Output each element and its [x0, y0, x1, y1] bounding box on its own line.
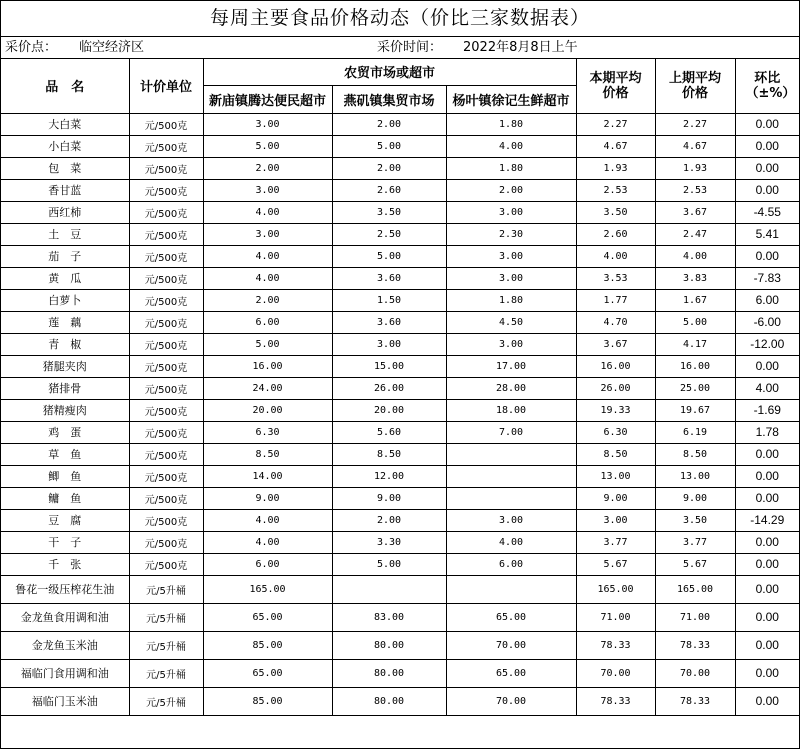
- cell-previous-average: 19.67: [655, 399, 735, 421]
- cell-market-3: 7.00: [446, 421, 576, 443]
- cell-name: 大白菜: [1, 113, 129, 135]
- cell-current-average: 70.00: [576, 659, 655, 687]
- cell-change: 0.00: [735, 487, 799, 509]
- table-row: [1, 421, 799, 443]
- cell-current-average: 1.77: [576, 289, 655, 311]
- cell-market-1: 65.00: [203, 603, 332, 631]
- cell-previous-average: 71.00: [655, 603, 735, 631]
- cell-change: 4.00: [735, 377, 799, 399]
- cell-market-3: 28.00: [446, 377, 576, 399]
- cell-market-1: 4.00: [203, 509, 332, 531]
- cell-name: 鸡 蛋: [1, 421, 129, 443]
- cell-unit: 元/500克: [129, 399, 203, 421]
- meta-bar: [1, 37, 799, 59]
- table-row: [1, 245, 799, 267]
- cell-current-average: 2.60: [576, 223, 655, 245]
- cell-change: 6.00: [735, 289, 799, 311]
- cell-unit: 元/5升桶: [129, 631, 203, 659]
- cell-name: 千 张: [1, 553, 129, 575]
- cell-previous-average: 25.00: [655, 377, 735, 399]
- table-row: [1, 289, 799, 311]
- cell-market-3: 3.00: [446, 201, 576, 223]
- cell-name: 小白菜: [1, 135, 129, 157]
- cell-unit: 元/500克: [129, 355, 203, 377]
- cell-change: 0.00: [735, 443, 799, 465]
- cell-market-1: 2.00: [203, 157, 332, 179]
- cell-previous-average: 2.47: [655, 223, 735, 245]
- cell-unit: 元/500克: [129, 201, 203, 223]
- cell-market-3: [446, 487, 576, 509]
- cell-previous-average: 3.50: [655, 509, 735, 531]
- cell-market-1: 4.00: [203, 267, 332, 289]
- cell-current-average: 13.00: [576, 465, 655, 487]
- header-market-group: 农贸市场或超市: [203, 59, 576, 85]
- cell-market-2: 5.00: [332, 553, 446, 575]
- cell-previous-average: 3.67: [655, 201, 735, 223]
- cell-name: 鲁花一级压榨花生油: [1, 575, 129, 603]
- cell-name: 鳙 鱼: [1, 487, 129, 509]
- cell-market-3: 65.00: [446, 603, 576, 631]
- cell-current-average: 3.00: [576, 509, 655, 531]
- cell-market-1: 5.00: [203, 333, 332, 355]
- table-row: [1, 553, 799, 575]
- cell-market-1: 6.00: [203, 553, 332, 575]
- cell-previous-average: 6.19: [655, 421, 735, 443]
- cell-name: 福临门玉米油: [1, 687, 129, 715]
- cell-name: 猪排骨: [1, 377, 129, 399]
- cell-change: -4.55: [735, 201, 799, 223]
- table-row: [1, 135, 799, 157]
- cell-current-average: 9.00: [576, 487, 655, 509]
- cell-name: 茄 子: [1, 245, 129, 267]
- cell-market-3: 18.00: [446, 399, 576, 421]
- cell-market-2: 80.00: [332, 687, 446, 715]
- cell-current-average: 3.67: [576, 333, 655, 355]
- cell-market-2: 5.00: [332, 245, 446, 267]
- cell-name: 豆 腐: [1, 509, 129, 531]
- cell-previous-average: 2.53: [655, 179, 735, 201]
- cell-previous-average: 3.77: [655, 531, 735, 553]
- cell-market-1: 14.00: [203, 465, 332, 487]
- table-row: [1, 631, 799, 659]
- cell-market-2: 5.00: [332, 135, 446, 157]
- cell-market-1: 3.00: [203, 113, 332, 135]
- cell-market-1: 6.00: [203, 311, 332, 333]
- cell-name: 西红柿: [1, 201, 129, 223]
- cell-unit: 元/500克: [129, 465, 203, 487]
- location-label: 采价点：: [5, 40, 58, 55]
- cell-current-average: 6.30: [576, 421, 655, 443]
- cell-change: 5.41: [735, 223, 799, 245]
- cell-change: -14.29: [735, 509, 799, 531]
- cell-name: 包 菜: [1, 157, 129, 179]
- header-unit: 计价单位: [129, 59, 203, 113]
- cell-change: 0.00: [735, 113, 799, 135]
- cell-name: 白萝卜: [1, 289, 129, 311]
- cell-market-2: 20.00: [332, 399, 446, 421]
- cell-previous-average: 1.93: [655, 157, 735, 179]
- cell-change: -6.00: [735, 311, 799, 333]
- cell-market-1: 3.00: [203, 179, 332, 201]
- table-row: [1, 487, 799, 509]
- cell-market-1: 65.00: [203, 659, 332, 687]
- cell-market-1: 6.30: [203, 421, 332, 443]
- cell-change: 0.00: [735, 687, 799, 715]
- cell-market-2: 3.30: [332, 531, 446, 553]
- table-row: [1, 443, 799, 465]
- time-label: 采价时间：: [377, 40, 443, 55]
- cell-unit: 元/500克: [129, 289, 203, 311]
- table-row: [1, 399, 799, 421]
- cell-change: 0.00: [735, 603, 799, 631]
- cell-market-3: 4.00: [446, 135, 576, 157]
- cell-change: -12.00: [735, 333, 799, 355]
- table-row: [1, 659, 799, 687]
- cell-unit: 元/5升桶: [129, 687, 203, 715]
- cell-unit: 元/5升桶: [129, 603, 203, 631]
- cell-change: 1.78: [735, 421, 799, 443]
- table-row: [1, 113, 799, 135]
- header-market-2: 燕矶镇集贸市场: [332, 85, 446, 113]
- cell-unit: 元/500克: [129, 113, 203, 135]
- cell-market-3: [446, 465, 576, 487]
- time-value: 2022年8月8日上午: [463, 40, 578, 55]
- cell-unit: 元/5升桶: [129, 659, 203, 687]
- cell-market-1: 5.00: [203, 135, 332, 157]
- table-row: [1, 377, 799, 399]
- cell-market-1: 20.00: [203, 399, 332, 421]
- header-change: 环比（±%）: [735, 59, 799, 113]
- cell-market-2: 1.50: [332, 289, 446, 311]
- cell-unit: 元/5升桶: [129, 575, 203, 603]
- cell-unit: 元/500克: [129, 311, 203, 333]
- cell-current-average: 2.27: [576, 113, 655, 135]
- cell-current-average: 71.00: [576, 603, 655, 631]
- cell-market-3: [446, 575, 576, 603]
- cell-market-3: 1.80: [446, 157, 576, 179]
- price-table: [1, 59, 799, 716]
- cell-change: 0.00: [735, 179, 799, 201]
- cell-market-1: 16.00: [203, 355, 332, 377]
- page-title: 每周主要食品价格动态（价比三家数据表）: [1, 1, 799, 37]
- cell-change: 0.00: [735, 135, 799, 157]
- table-row: [1, 603, 799, 631]
- cell-previous-average: 2.27: [655, 113, 735, 135]
- cell-change: 0.00: [735, 553, 799, 575]
- cell-current-average: 165.00: [576, 575, 655, 603]
- cell-change: 0.00: [735, 531, 799, 553]
- table-row: [1, 157, 799, 179]
- cell-current-average: 3.53: [576, 267, 655, 289]
- cell-market-3: 3.00: [446, 267, 576, 289]
- cell-market-3: 4.00: [446, 531, 576, 553]
- cell-market-2: 8.50: [332, 443, 446, 465]
- cell-market-2: 2.00: [332, 113, 446, 135]
- table-body: [1, 113, 799, 715]
- cell-change: 0.00: [735, 631, 799, 659]
- cell-current-average: 78.33: [576, 631, 655, 659]
- cell-name: 猪腿夹肉: [1, 355, 129, 377]
- cell-previous-average: 4.17: [655, 333, 735, 355]
- cell-market-2: 2.00: [332, 157, 446, 179]
- cell-market-1: 165.00: [203, 575, 332, 603]
- cell-previous-average: 16.00: [655, 355, 735, 377]
- cell-current-average: 19.33: [576, 399, 655, 421]
- cell-current-average: 26.00: [576, 377, 655, 399]
- cell-name: 青 椒: [1, 333, 129, 355]
- cell-market-3: 3.00: [446, 509, 576, 531]
- table-row: [1, 687, 799, 715]
- cell-market-3: 3.00: [446, 333, 576, 355]
- cell-unit: 元/500克: [129, 487, 203, 509]
- cell-market-1: 9.00: [203, 487, 332, 509]
- cell-current-average: 4.70: [576, 311, 655, 333]
- cell-name: 黄 瓜: [1, 267, 129, 289]
- cell-current-average: 2.53: [576, 179, 655, 201]
- cell-market-2: 12.00: [332, 465, 446, 487]
- header-market-3: 杨叶镇徐记生鲜超市: [446, 85, 576, 113]
- cell-previous-average: 9.00: [655, 487, 735, 509]
- cell-market-3: 2.00: [446, 179, 576, 201]
- cell-current-average: 78.33: [576, 687, 655, 715]
- table-row: [1, 465, 799, 487]
- cell-market-2: 26.00: [332, 377, 446, 399]
- cell-current-average: 4.00: [576, 245, 655, 267]
- cell-current-average: 8.50: [576, 443, 655, 465]
- cell-change: -1.69: [735, 399, 799, 421]
- cell-previous-average: 78.33: [655, 631, 735, 659]
- cell-market-2: 80.00: [332, 659, 446, 687]
- table-row: [1, 531, 799, 553]
- table-row: [1, 333, 799, 355]
- cell-previous-average: 4.00: [655, 245, 735, 267]
- table-row: [1, 355, 799, 377]
- cell-name: 干 子: [1, 531, 129, 553]
- cell-market-2: 3.60: [332, 267, 446, 289]
- cell-name: 猪精瘦肉: [1, 399, 129, 421]
- location-value: 临空经济区: [79, 40, 145, 55]
- cell-market-3: 1.80: [446, 113, 576, 135]
- cell-market-2: 83.00: [332, 603, 446, 631]
- cell-change: 0.00: [735, 157, 799, 179]
- cell-market-2: [332, 575, 446, 603]
- cell-market-1: 8.50: [203, 443, 332, 465]
- cell-market-1: 85.00: [203, 687, 332, 715]
- cell-name: 金龙鱼食用调和油: [1, 603, 129, 631]
- cell-change: 0.00: [735, 245, 799, 267]
- cell-unit: 元/500克: [129, 179, 203, 201]
- cell-market-3: 65.00: [446, 659, 576, 687]
- cell-previous-average: 8.50: [655, 443, 735, 465]
- cell-previous-average: 5.00: [655, 311, 735, 333]
- cell-name: 福临门食用调和油: [1, 659, 129, 687]
- cell-unit: 元/500克: [129, 553, 203, 575]
- table-row: [1, 201, 799, 223]
- table-row: [1, 267, 799, 289]
- cell-market-1: 85.00: [203, 631, 332, 659]
- cell-market-3: 6.00: [446, 553, 576, 575]
- table-row: [1, 223, 799, 245]
- cell-previous-average: 3.83: [655, 267, 735, 289]
- cell-current-average: 5.67: [576, 553, 655, 575]
- cell-market-3: 17.00: [446, 355, 576, 377]
- cell-market-3: 4.50: [446, 311, 576, 333]
- cell-market-2: 80.00: [332, 631, 446, 659]
- table-row: [1, 509, 799, 531]
- cell-previous-average: 5.67: [655, 553, 735, 575]
- cell-market-2: 15.00: [332, 355, 446, 377]
- cell-market-2: 9.00: [332, 487, 446, 509]
- cell-unit: 元/500克: [129, 377, 203, 399]
- cell-previous-average: 13.00: [655, 465, 735, 487]
- cell-market-2: 2.50: [332, 223, 446, 245]
- cell-current-average: 1.93: [576, 157, 655, 179]
- cell-previous-average: 78.33: [655, 687, 735, 715]
- cell-previous-average: 1.67: [655, 289, 735, 311]
- cell-previous-average: 4.67: [655, 135, 735, 157]
- cell-market-3: 70.00: [446, 687, 576, 715]
- cell-current-average: 4.67: [576, 135, 655, 157]
- cell-previous-average: 70.00: [655, 659, 735, 687]
- cell-change: -7.83: [735, 267, 799, 289]
- cell-market-1: 4.00: [203, 531, 332, 553]
- cell-name: 草 鱼: [1, 443, 129, 465]
- cell-unit: 元/500克: [129, 421, 203, 443]
- cell-market-1: 4.00: [203, 201, 332, 223]
- cell-market-2: 3.50: [332, 201, 446, 223]
- cell-change: 0.00: [735, 575, 799, 603]
- cell-change: 0.00: [735, 659, 799, 687]
- cell-name: 莲 藕: [1, 311, 129, 333]
- cell-market-3: 1.80: [446, 289, 576, 311]
- cell-name: 金龙鱼玉米油: [1, 631, 129, 659]
- table-row: [1, 575, 799, 603]
- cell-market-1: 3.00: [203, 223, 332, 245]
- cell-market-2: 5.60: [332, 421, 446, 443]
- cell-market-2: 3.60: [332, 311, 446, 333]
- cell-name: 鲫 鱼: [1, 465, 129, 487]
- cell-change: 0.00: [735, 465, 799, 487]
- cell-name: 香甘蓝: [1, 179, 129, 201]
- cell-unit: 元/500克: [129, 443, 203, 465]
- cell-unit: 元/500克: [129, 333, 203, 355]
- cell-unit: 元/500克: [129, 531, 203, 553]
- cell-market-3: 2.30: [446, 223, 576, 245]
- cell-unit: 元/500克: [129, 267, 203, 289]
- cell-current-average: 16.00: [576, 355, 655, 377]
- cell-market-3: 70.00: [446, 631, 576, 659]
- cell-current-average: 3.50: [576, 201, 655, 223]
- cell-market-1: 4.00: [203, 245, 332, 267]
- cell-market-1: 2.00: [203, 289, 332, 311]
- cell-market-3: [446, 443, 576, 465]
- cell-change: 0.00: [735, 355, 799, 377]
- cell-unit: 元/500克: [129, 509, 203, 531]
- cell-name: 土 豆: [1, 223, 129, 245]
- cell-market-2: 3.00: [332, 333, 446, 355]
- header-market-1: 新庙镇腾达便民超市: [203, 85, 332, 113]
- cell-current-average: 3.77: [576, 531, 655, 553]
- cell-market-2: 2.60: [332, 179, 446, 201]
- cell-unit: 元/500克: [129, 135, 203, 157]
- table-row: [1, 179, 799, 201]
- cell-unit: 元/500克: [129, 245, 203, 267]
- table-row: [1, 311, 799, 333]
- cell-market-1: 24.00: [203, 377, 332, 399]
- cell-unit: 元/500克: [129, 157, 203, 179]
- header-name: 品 名: [1, 59, 129, 113]
- cell-market-3: 3.00: [446, 245, 576, 267]
- header-current-average: 本期平均价格: [576, 59, 655, 113]
- cell-previous-average: 165.00: [655, 575, 735, 603]
- header-previous-average: 上期平均价格: [655, 59, 735, 113]
- cell-unit: 元/500克: [129, 223, 203, 245]
- cell-market-2: 2.00: [332, 509, 446, 531]
